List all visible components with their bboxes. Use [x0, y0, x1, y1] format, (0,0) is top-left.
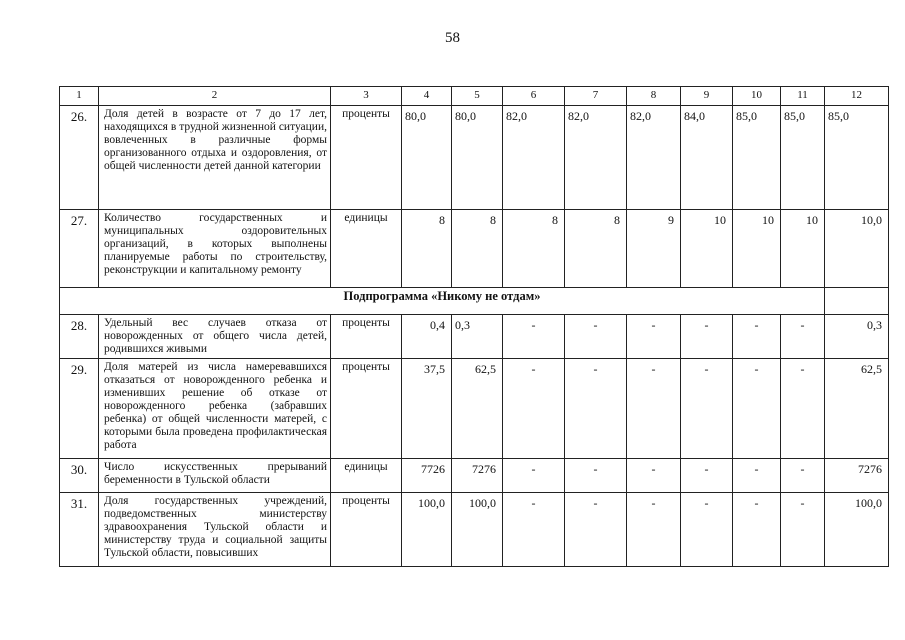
- value-cell: 8: [402, 210, 452, 288]
- subprogram-row: [60, 288, 889, 315]
- value-cell: 7726: [402, 459, 452, 493]
- indicator-name: Доля государственных учреждений, подведомственных министерству здравоохранения Тульской области и министерству труда и социальной защиты Тульской области, повысивших: [99, 493, 331, 567]
- value-cell: -: [681, 459, 733, 493]
- column-header: 10: [733, 87, 781, 106]
- row-number: 30.: [60, 459, 99, 493]
- value-cell: -: [503, 315, 565, 359]
- table-row: [60, 210, 889, 288]
- unit-cell: проценты: [331, 315, 402, 359]
- value-cell: -: [627, 315, 681, 359]
- value-cell: 8: [565, 210, 627, 288]
- column-header: 11: [781, 87, 825, 106]
- value-cell: -: [627, 459, 681, 493]
- value-cell: 80,0: [452, 106, 503, 210]
- value-cell: 82,0: [503, 106, 565, 210]
- value-cell: -: [733, 359, 781, 459]
- value-cell: -: [681, 315, 733, 359]
- column-header: 9: [681, 87, 733, 106]
- value-cell: 10: [781, 210, 825, 288]
- value-cell: 0,3: [825, 315, 889, 359]
- value-cell: -: [565, 359, 627, 459]
- value-cell: 9: [627, 210, 681, 288]
- subprogram-empty-cell: [825, 288, 889, 315]
- value-cell: 85,0: [733, 106, 781, 210]
- value-cell: -: [503, 493, 565, 567]
- table-row: [60, 359, 889, 459]
- column-header: 6: [503, 87, 565, 106]
- value-cell: 7276: [825, 459, 889, 493]
- value-cell: 10: [681, 210, 733, 288]
- page-number: 58: [445, 30, 460, 46]
- value-cell: -: [681, 493, 733, 567]
- subprogram-title: Подпрограмма «Никому не отдам»: [60, 288, 825, 315]
- column-header: 8: [627, 87, 681, 106]
- unit-cell: единицы: [331, 210, 402, 288]
- value-cell: -: [733, 459, 781, 493]
- value-cell: 10: [733, 210, 781, 288]
- row-number: 27.: [60, 210, 99, 288]
- value-cell: 85,0: [781, 106, 825, 210]
- value-cell: -: [781, 459, 825, 493]
- value-cell: 82,0: [627, 106, 681, 210]
- column-header: 5: [452, 87, 503, 106]
- table-row: [60, 493, 889, 567]
- value-cell: 84,0: [681, 106, 733, 210]
- column-header: 7: [565, 87, 627, 106]
- value-cell: -: [503, 459, 565, 493]
- column-number-row: [60, 87, 889, 106]
- value-cell: 100,0: [825, 493, 889, 567]
- value-cell: 82,0: [565, 106, 627, 210]
- column-header: 3: [331, 87, 402, 106]
- value-cell: 85,0: [825, 106, 889, 210]
- row-number: 26.: [60, 106, 99, 210]
- value-cell: -: [565, 459, 627, 493]
- value-cell: -: [681, 359, 733, 459]
- table-row: [60, 106, 889, 210]
- value-cell: 62,5: [452, 359, 503, 459]
- value-cell: -: [781, 315, 825, 359]
- value-cell: -: [565, 493, 627, 567]
- value-cell: -: [627, 359, 681, 459]
- unit-cell: проценты: [331, 106, 402, 210]
- unit-cell: проценты: [331, 359, 402, 459]
- value-cell: 0,3: [452, 315, 503, 359]
- row-number: 31.: [60, 493, 99, 567]
- value-cell: -: [565, 315, 627, 359]
- value-cell: -: [733, 315, 781, 359]
- unit-cell: единицы: [331, 459, 402, 493]
- value-cell: 62,5: [825, 359, 889, 459]
- indicator-name: Число искусственных прерываний беременности в Тульской области: [99, 459, 331, 493]
- indicator-name: Доля матерей из числа намеревавшихся отказаться от новорожденного ребенка и изменивших решение об отказе от новорожденного ребенка (забравших ребенка) от общей численности матерей, с которыми была проведена профилактическая работа: [99, 359, 331, 459]
- value-cell: 0,4: [402, 315, 452, 359]
- value-cell: -: [781, 493, 825, 567]
- indicators-table: [59, 86, 889, 567]
- value-cell: 8: [452, 210, 503, 288]
- indicator-name: Доля детей в возрасте от 7 до 17 лет, находящихся в трудной жизненной ситуации, вовлеченных в различные формы организованного отдыха и оздоровления, от общей численности детей данной категории: [99, 106, 331, 210]
- value-cell: -: [733, 493, 781, 567]
- row-number: 29.: [60, 359, 99, 459]
- value-cell: 37,5: [402, 359, 452, 459]
- column-header: 1: [60, 87, 99, 106]
- value-cell: 100,0: [402, 493, 452, 567]
- indicator-name: Количество государственных и муниципальных оздоровительных организаций, в которых выполнены планируемые работы по строительству, реконструкции и капитальному ремонту: [99, 210, 331, 288]
- column-header: 12: [825, 87, 889, 106]
- value-cell: 7276: [452, 459, 503, 493]
- value-cell: -: [503, 359, 565, 459]
- value-cell: 100,0: [452, 493, 503, 567]
- value-cell: 8: [503, 210, 565, 288]
- column-header: 4: [402, 87, 452, 106]
- unit-cell: проценты: [331, 493, 402, 567]
- value-cell: -: [781, 359, 825, 459]
- value-cell: 80,0: [402, 106, 452, 210]
- table-row: [60, 459, 889, 493]
- table-row: [60, 315, 889, 359]
- row-number: 28.: [60, 315, 99, 359]
- value-cell: 10,0: [825, 210, 889, 288]
- column-header: 2: [99, 87, 331, 106]
- indicator-name: Удельный вес случаев отказа от новорожденных от общего числа детей, родившихся живыми: [99, 315, 331, 359]
- value-cell: -: [627, 493, 681, 567]
